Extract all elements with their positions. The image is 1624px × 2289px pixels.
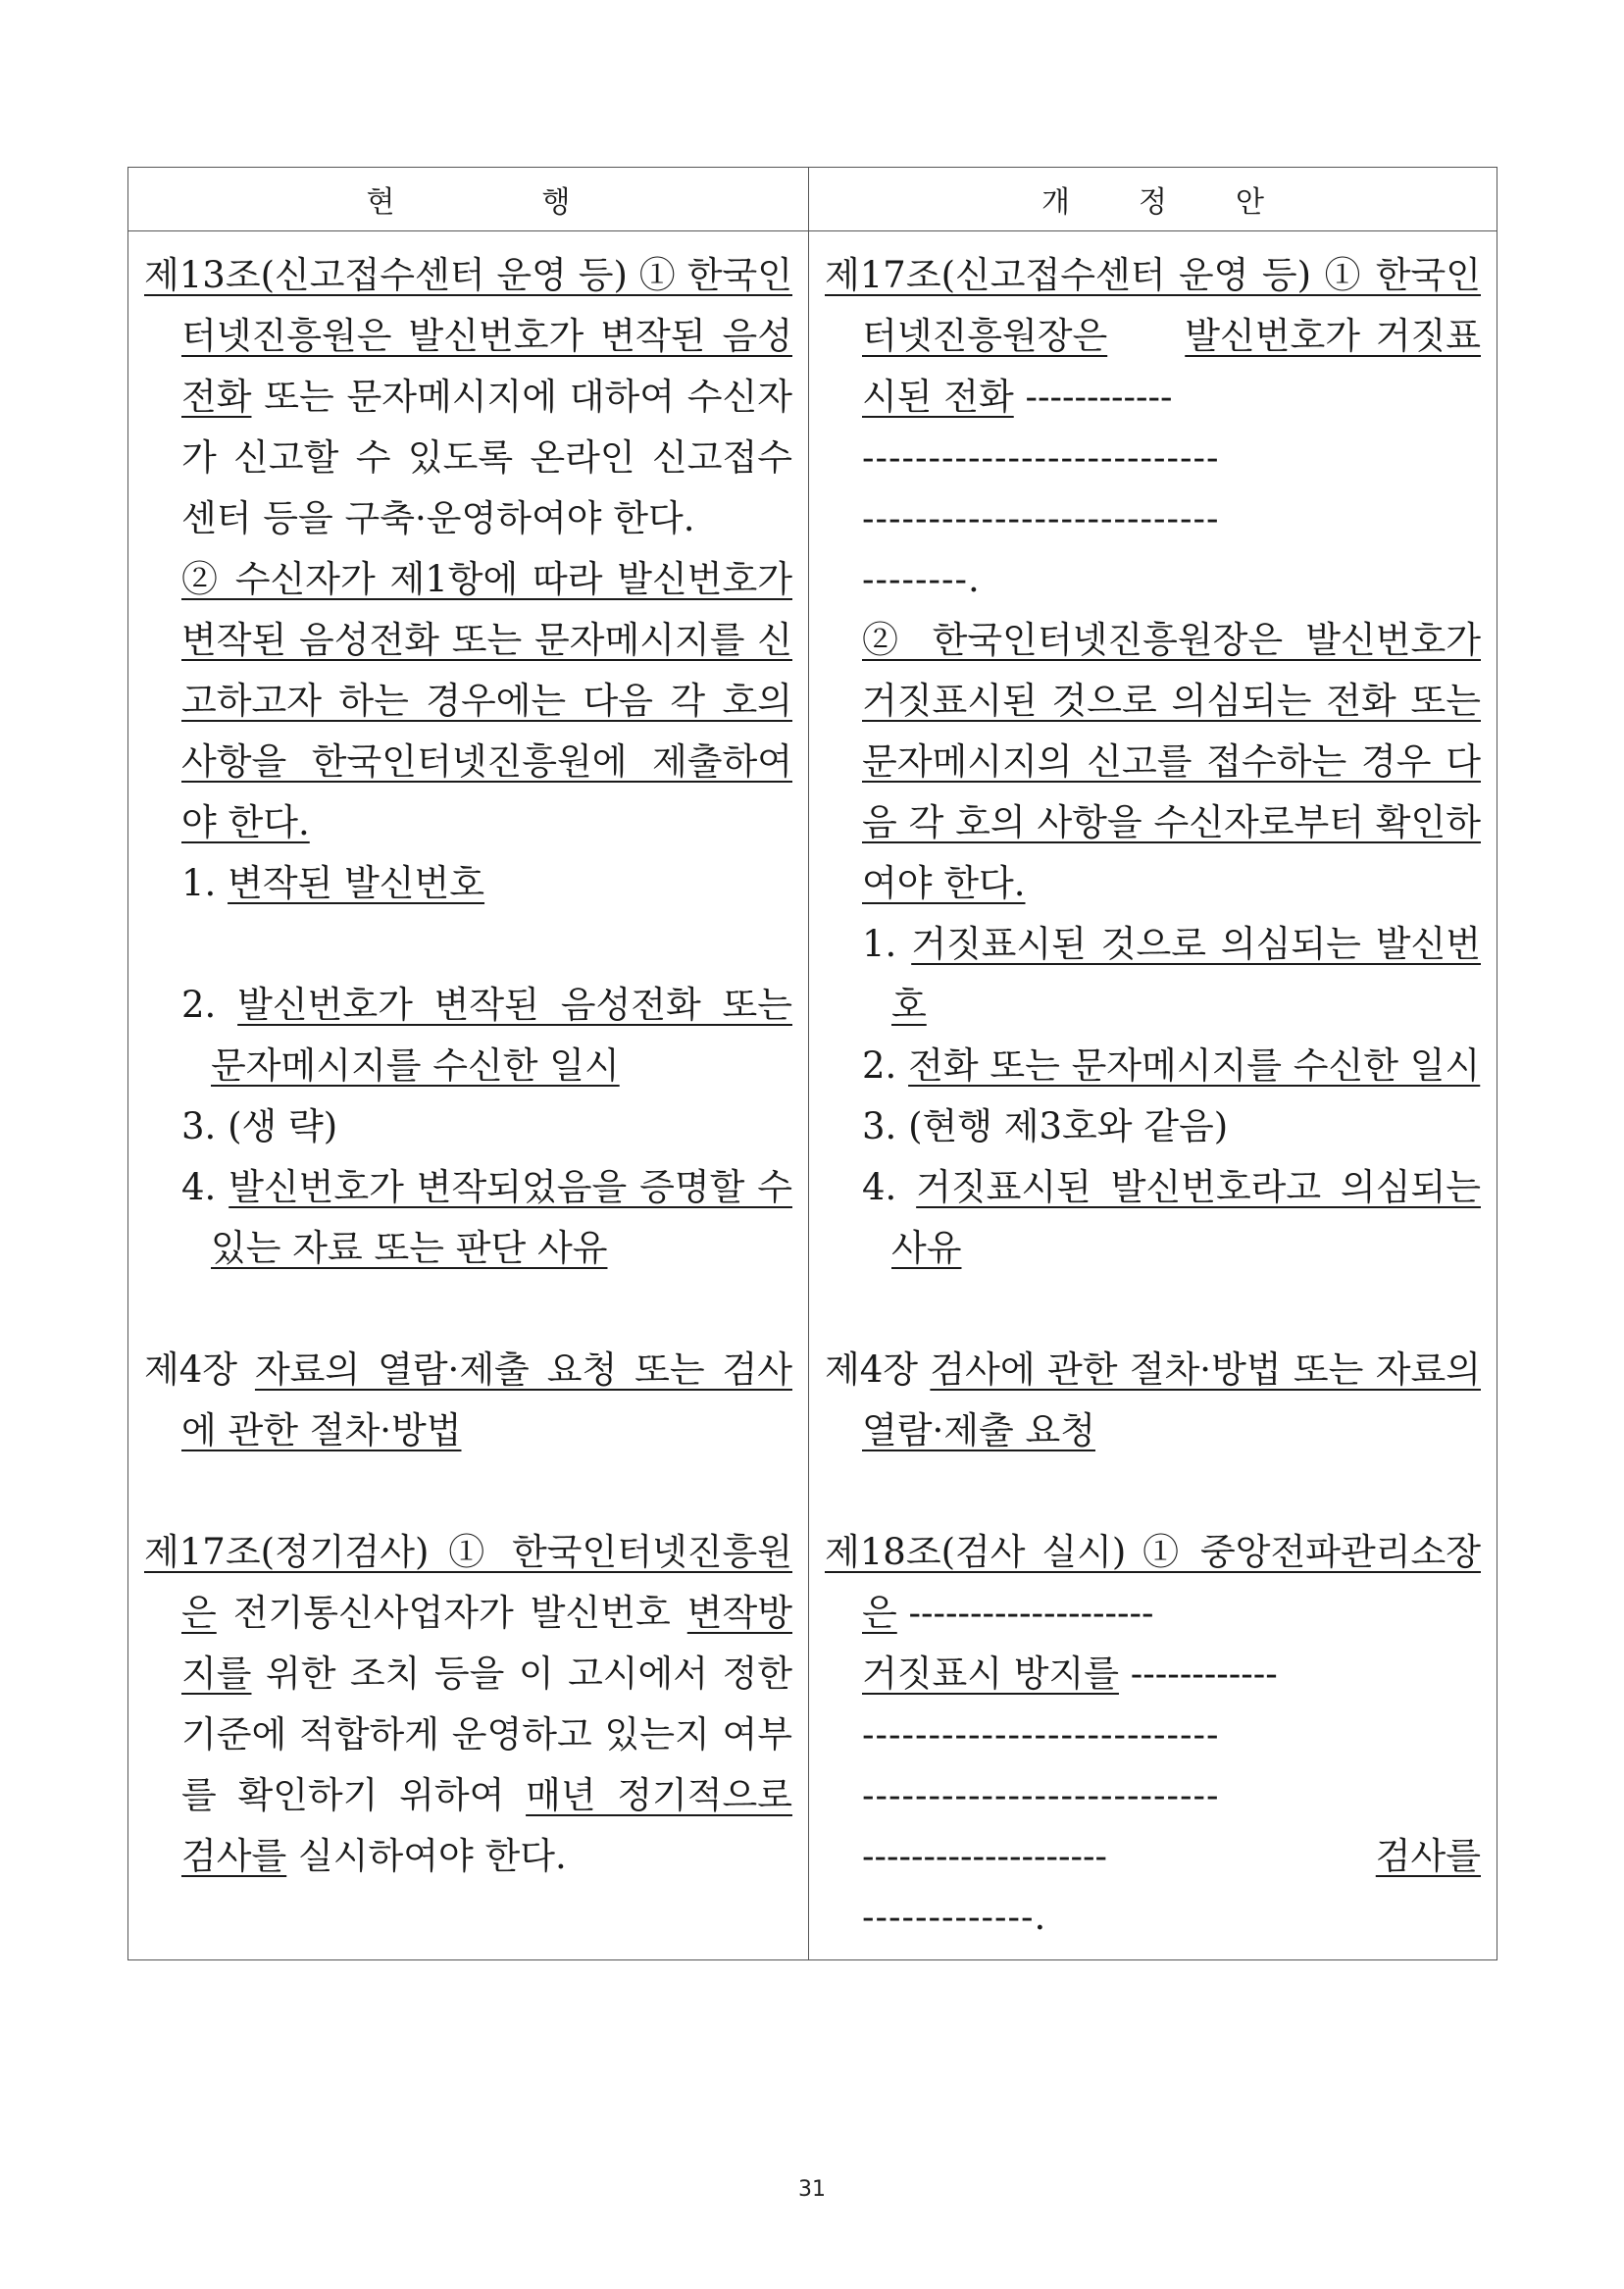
current-article13-para2: [144, 549, 792, 853]
revision-omission-dashes: --------------------: [862, 1835, 1108, 1877]
body-row: [128, 231, 1497, 1960]
current-article17-heading: 제17조(정기검사) ① 한국인터넷진흥원은: [144, 1531, 792, 1634]
current-article17-text: 실시하여야 한다.: [286, 1835, 567, 1877]
current-article13-para1-underlined: 제13조(신고접수센터 운영 등) ① 한국인터넷진흥원은 발신번호가 변작된 음성전화: [144, 254, 792, 418]
current-article17-text: 위한 조치 등을 이 고시에서 정한 기준에 적합하게 운영하고 있는지 여부를 확인하기 위하여: [181, 1653, 792, 1816]
current-item1-text: 변작된 발신번호: [228, 862, 485, 904]
revision-omission-dashes: --------------------: [908, 1592, 1154, 1634]
current-item4-num: 4.: [181, 1166, 229, 1208]
spacer: [825, 1279, 1481, 1340]
revision-omission-dashes: ------------: [1130, 1653, 1278, 1695]
revision-article18-line: [825, 1644, 1481, 1704]
revision-chapter4-prefix: 제4장: [825, 1348, 931, 1391]
current-article13-para2-text: ② 수신자가 제1항에 따라 발신번호가 변작된 음성전화 또는 문자메시지를 신고하고자 하는 경우에는 다음 각 호의 사항을 한국인터넷진흥원에 제출하여야 한다.: [181, 558, 792, 843]
current-item4: [144, 1157, 792, 1279]
revision-article17-para2: [825, 610, 1481, 914]
revision-omission-dashes: ---------------------------: [862, 1713, 1220, 1755]
header-row: [128, 168, 1497, 231]
revision-item2: [825, 1036, 1481, 1096]
current-item4-text: 발신번호가 변작되었음을 증명할 수 있는 자료 또는 판단 사유: [211, 1166, 792, 1269]
revision-omission-dashes: ------------: [1025, 376, 1173, 418]
spacer: [144, 914, 792, 975]
revision-article18: [825, 1522, 1481, 1644]
header-current-char: 현: [366, 185, 395, 220]
spacer: [825, 1461, 1481, 1522]
revision-article18-underlined: 거짓표시 방지를: [862, 1653, 1119, 1695]
spacer: [144, 1461, 792, 1522]
header-revision-char: 안: [1235, 185, 1264, 220]
current-article17-text: 전기통신사업자가 발신번호: [216, 1592, 687, 1634]
current-chapter4-title: 자료의 열람·제출 요청 또는 검사에 관한 절차·방법: [181, 1348, 792, 1451]
revision-chapter4-title: 검사에 관한 절차·방법 또는 자료의 열람·제출 요청: [862, 1348, 1481, 1451]
comparison-table: [127, 167, 1497, 1960]
header-current-char: 행: [541, 185, 571, 220]
header-revision-char: 개: [1041, 185, 1070, 220]
current-article13-para1: [144, 245, 792, 549]
revision-article17-para1: [825, 245, 1481, 428]
revision-item1: [825, 914, 1481, 1036]
header-current: [128, 168, 809, 231]
current-item3: 3. (생 략): [181, 1105, 338, 1147]
current-article17-underlined: 변작방지를: [181, 1592, 792, 1695]
revision-article18-line: [825, 1826, 1481, 1887]
revision-omission-dashes: ---------------------------: [862, 436, 1220, 479]
header-revision-char: 정: [1139, 185, 1167, 220]
current-chapter4: [144, 1340, 792, 1461]
current-article13-para1-rest: 또는 문자메시지에 대하여 수신자가 신고할 수 있도록 온라인 신고접수센터 등을 구축·운영하여야 한다.: [181, 376, 792, 539]
current-item1-num: 1.: [181, 862, 228, 904]
revision-omission-dashes: ---------------------------: [862, 1774, 1220, 1816]
page-number: 31: [798, 2177, 826, 2202]
revision-item1-num: 1.: [862, 923, 912, 965]
current-article17-underlined: 매년 정기적으로 검사를: [181, 1774, 792, 1877]
revision-omission-dashes: --------.: [862, 558, 981, 600]
revision-article18-underlined: 검사를: [1375, 1835, 1481, 1877]
spacer: [144, 1279, 792, 1340]
current-article17: [144, 1522, 792, 1887]
current-item1: [144, 853, 792, 914]
revision-omission-dashes: ---------------------------: [862, 497, 1220, 539]
revision-item1-text: 거짓표시된 것으로 의심되는 발신번호: [891, 923, 1481, 1026]
revision-item4-num: 4.: [862, 1166, 917, 1208]
revision-item4-text: 거짓표시된 발신번호라고 의심되는 사유: [891, 1166, 1481, 1269]
revision-item2-num: 2.: [862, 1044, 909, 1087]
revision-chapter4: [825, 1340, 1481, 1461]
revision-article17-heading: 제17조(신고접수센터 운영 등) ① 한국인터넷진흥원장은: [825, 254, 1481, 357]
current-item2-num: 2.: [181, 984, 238, 1026]
current-item2-text: 발신번호가 변작된 음성전화 또는 문자메시지를 수신한 일시: [211, 984, 792, 1087]
revision-omission-dashes: -------------.: [862, 1896, 1047, 1938]
revision-article17-para2-text: ② 한국인터넷진흥원장은 발신번호가 거짓표시된 것으로 의심되는 전화 또는 문자메시지의 신고를 접수하는 경우 다음 각 호의 사항을 수신자로부터 확인하여야 한다.: [862, 619, 1481, 904]
current-chapter4-prefix: 제4장: [144, 1348, 255, 1391]
revision-item3: 3. (현행 제3호와 같음): [862, 1105, 1229, 1147]
current-item2: [144, 975, 792, 1096]
current-column: [128, 231, 809, 1960]
revision-column: [809, 231, 1497, 1960]
revision-article17-underlined: 발신번호가 거짓표시된 전화: [862, 315, 1481, 418]
revision-item2-text: 전화 또는 문자메시지를 수신한 일시: [908, 1044, 1481, 1087]
revision-item4: [825, 1157, 1481, 1279]
header-revision: [809, 168, 1497, 231]
revision-article18-heading: 제18조(검사 실시) ① 중앙전파관리소장은: [825, 1531, 1481, 1634]
